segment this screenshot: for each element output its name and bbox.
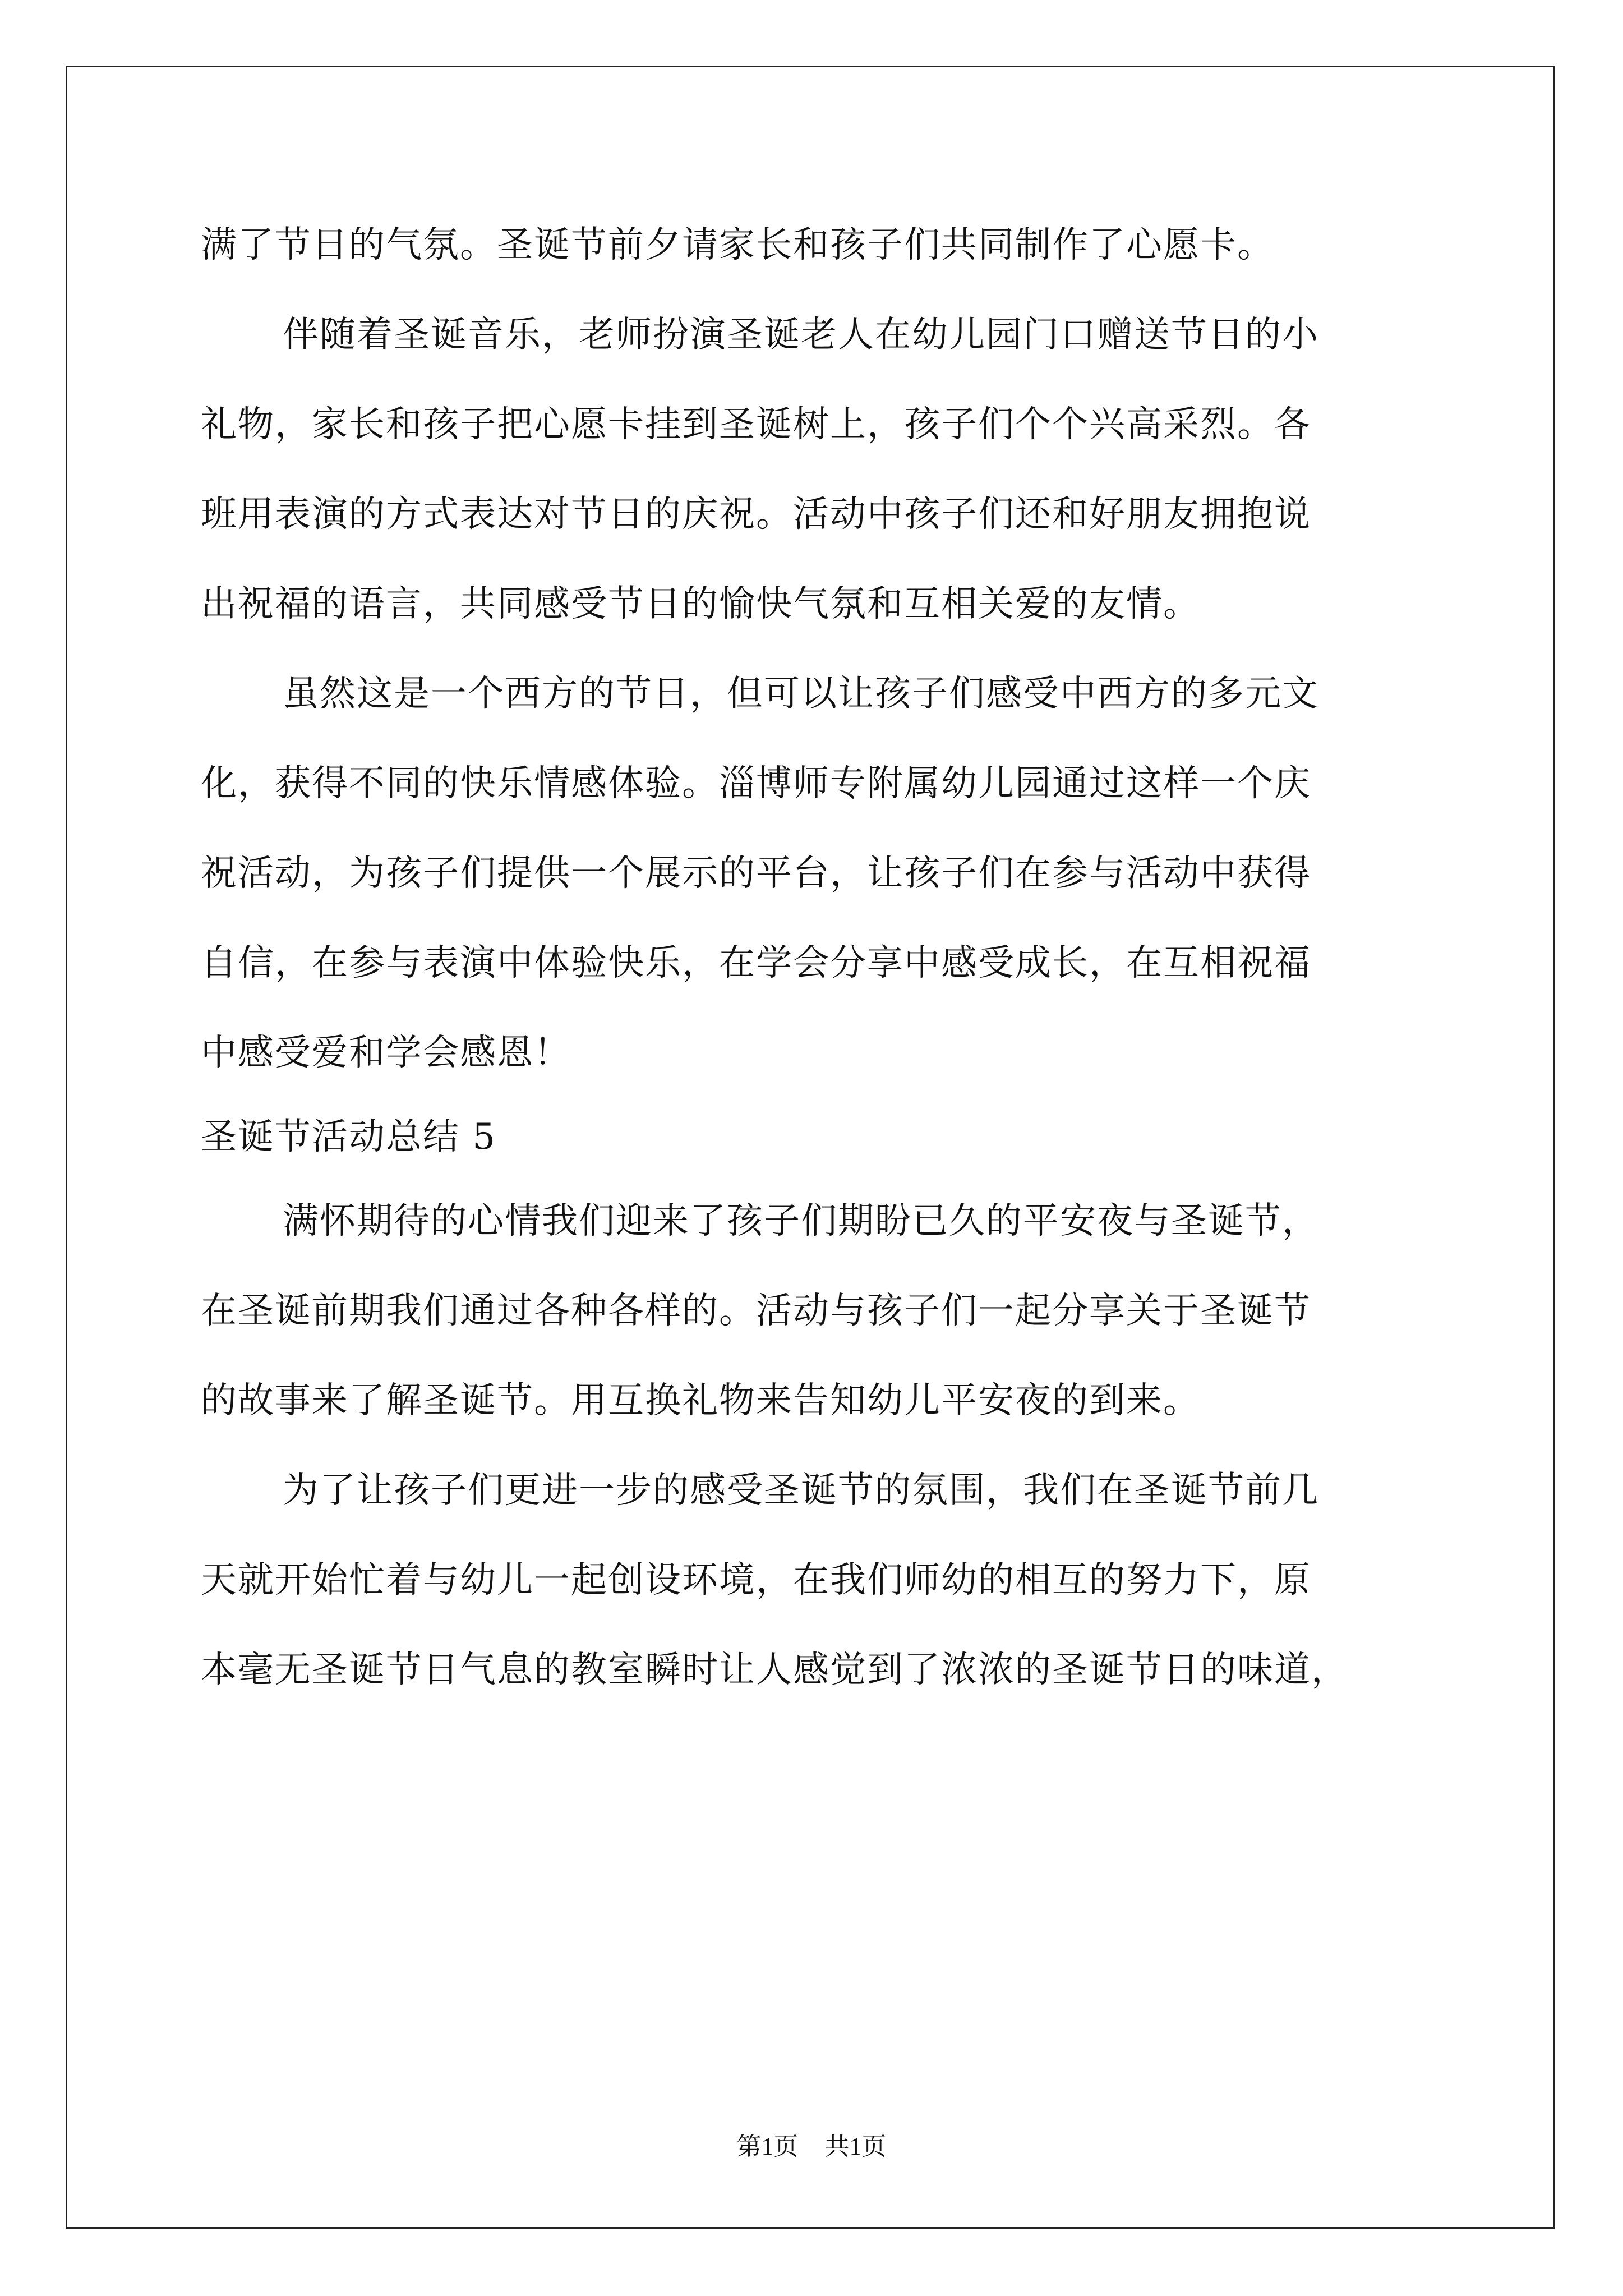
section-heading: 圣诞节活动总结 5 bbox=[201, 1116, 497, 1158]
text-line: 化，获得不同的快乐情感体验。淄博师专附属幼儿园通过这样一个庆 bbox=[201, 763, 1311, 804]
page-total: 共1页 bbox=[824, 2133, 887, 2160]
text-line: 中感受爱和学会感恩！ bbox=[201, 1032, 571, 1074]
text-line: 本毫无圣诞节日气息的教室瞬时让人感觉到了浓浓的圣诞节日的味道， bbox=[201, 1649, 1348, 1691]
paragraph-start-line: 伴随着圣诞音乐，老师扮演圣诞老人在幼儿园门口赠送节日的小 bbox=[283, 314, 1319, 356]
text-line: 天就开始忙着与幼儿一起创设环境，在我们师幼的相互的努力下，原 bbox=[201, 1559, 1311, 1601]
text-line: 自信，在参与表演中体验快乐，在学会分享中感受成长，在互相祝福 bbox=[201, 942, 1311, 984]
paragraph-start-line: 为了让孩子们更进一步的感受圣诞节的氛围，我们在圣诞节前几 bbox=[283, 1470, 1319, 1511]
text-line: 在圣诞前期我们通过各种各样的。活动与孩子们一起分享关于圣诞节 bbox=[201, 1290, 1311, 1332]
text-line: 班用表演的方式表达对节日的庆祝。活动中孩子们还和好朋友拥抱说 bbox=[201, 494, 1311, 535]
paragraph-start-line: 满怀期待的心情我们迎来了孩子们期盼已久的平安夜与圣诞节， bbox=[283, 1200, 1319, 1242]
paragraph-start-line: 虽然这是一个西方的节日，但可以让孩子们感受中西方的多元文 bbox=[283, 673, 1319, 715]
text-line: 祝活动，为孩子们提供一个展示的平台，让孩子们在参与活动中获得 bbox=[201, 853, 1311, 894]
text-line: 礼物，家长和孩子把心愿卡挂到圣诞树上，孩子们个个兴高采烈。各 bbox=[201, 404, 1311, 445]
text-line: 出祝福的语言，共同感受节日的愉快气氛和互相关爱的友情。 bbox=[201, 583, 1200, 625]
text-line: 满了节日的气氛。圣诞节前夕请家长和孩子们共同制作了心愿卡。 bbox=[201, 224, 1274, 266]
page-number: 第1页 bbox=[736, 2133, 799, 2160]
document-body bbox=[201, 223, 1423, 1738]
text-line: 的故事来了解圣诞节。用互换礼物来告知幼儿平安夜的到来。 bbox=[201, 1380, 1200, 1421]
page-footer bbox=[0, 2126, 1623, 2162]
